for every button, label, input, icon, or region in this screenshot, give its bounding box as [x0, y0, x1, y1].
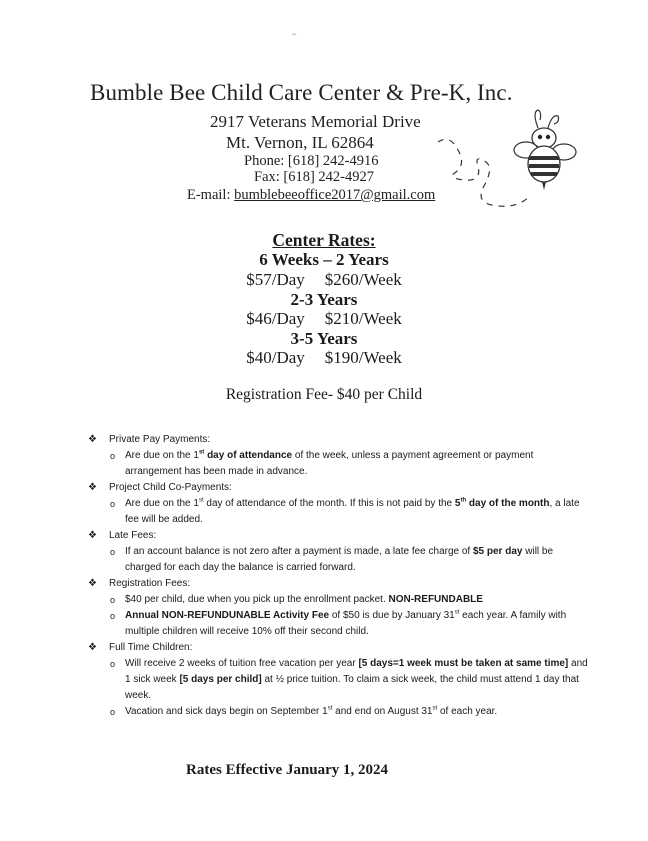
- superscript: st: [454, 609, 460, 616]
- policy-private-pay: [88, 432, 588, 448]
- policy-heading: Full Time Children:: [109, 642, 193, 653]
- policy-text: and 1 sick week: [125, 658, 588, 685]
- scan-mark: ~: [292, 30, 297, 39]
- policy-text: at ½ price tuition. To claim a sick week, the child must attend 1 day that week.: [125, 674, 579, 701]
- policy-text: , a late fee will be added.: [125, 498, 580, 525]
- policy-item: [88, 608, 588, 640]
- policy-text: of $50 is due by January 31: [329, 610, 455, 621]
- policy-item: [88, 448, 588, 480]
- policy-text: of each year.: [437, 706, 498, 717]
- circle-bullet-icon: o: [110, 595, 116, 605]
- rates-effective-date: Rates Effective January 1, 2024: [186, 762, 389, 778]
- bee-icon: [438, 106, 578, 216]
- policy-heading: Registration Fees:: [109, 578, 191, 589]
- policy-full-time: [88, 640, 588, 656]
- age-group-preschool: 3-5 Years: [290, 329, 358, 348]
- policy-item: [88, 544, 588, 576]
- email-line: [187, 187, 435, 204]
- policy-text: day of attendance of the month. If this is not paid by the: [203, 498, 455, 509]
- circle-bullet-icon: o: [110, 659, 116, 669]
- policy-text-bold: Annual NON-REFUNDUNABLE Activity Fee: [125, 610, 330, 621]
- center-rates-heading: Center Rates:: [272, 230, 376, 250]
- diamond-bullet-icon: ❖: [88, 642, 97, 653]
- age-group-infant: 6 Weeks – 2 Years: [259, 250, 389, 269]
- policy-text: Vacation and sick days begin on September 1: [125, 706, 328, 717]
- policy-text: of the week, unless a payment agreement or payment arrangement has been made in advance.: [125, 450, 534, 477]
- policy-text: Will receive 2 weeks of tuition free vacation per year: [125, 658, 359, 669]
- policy-registration-fees: [88, 576, 588, 592]
- circle-bullet-icon: o: [110, 499, 116, 509]
- policy-text: each year. A family with multiple children will receive 10% off their second child.: [125, 610, 567, 637]
- policy-text-bold: [5 days=1 week must be taken at same time]: [358, 658, 569, 669]
- diamond-bullet-icon: ❖: [88, 578, 97, 589]
- policy-text-bold: day of the month: [466, 498, 550, 509]
- policy-heading: Project Child Co-Payments:: [109, 482, 232, 493]
- policy-text-bold: NON-REFUNDABLE: [388, 594, 483, 605]
- age-group-toddler: 2-3 Years: [290, 290, 358, 309]
- phone-number: Phone: [618] 242-4916: [244, 153, 379, 169]
- rate-infant-week: $260/Week: [324, 270, 402, 289]
- policy-heading: Private Pay Payments:: [109, 434, 211, 445]
- policy-text: Are due on the 1: [125, 498, 199, 509]
- rate-infant: [0, 270, 648, 290]
- policy-text: $40 per child, due when you pick up the enrollment packet.: [125, 594, 389, 605]
- rate-toddler-day: $46/Day: [246, 309, 305, 328]
- superscript: st: [198, 449, 205, 456]
- diamond-bullet-icon: ❖: [88, 482, 97, 493]
- diamond-bullet-icon: ❖: [88, 434, 97, 445]
- superscript: st: [198, 497, 204, 504]
- policy-list: [88, 432, 588, 720]
- address-street: 2917 Veterans Memorial Drive: [210, 112, 421, 131]
- circle-bullet-icon: o: [110, 611, 116, 621]
- registration-fee-line: Registration Fee- $40 per Child: [225, 386, 423, 403]
- superscript: th: [460, 497, 467, 504]
- policy-item: [88, 496, 588, 528]
- rate-infant-day: $57/Day: [246, 270, 305, 289]
- policy-copay: [88, 480, 588, 496]
- policy-text-bold: 5: [454, 498, 461, 509]
- policy-late-fees: [88, 528, 588, 544]
- rate-toddler-week: $210/Week: [324, 309, 402, 328]
- circle-bullet-icon: o: [110, 707, 116, 717]
- email-label: E-mail:: [187, 187, 231, 203]
- rate-preschool-day: $40/Day: [246, 348, 305, 367]
- superscript: st: [327, 705, 333, 712]
- policy-text: and end on August 31: [332, 706, 433, 717]
- fax-number: Fax: [618] 242-4927: [254, 169, 375, 185]
- rate-preschool: [0, 348, 648, 368]
- policy-text: will be charged for each day the balance is carried forward.: [125, 546, 554, 573]
- center-name-title: Bumble Bee Child Care Center & Pre-K, Inc.: [90, 80, 513, 105]
- policy-text-bold: day of attendance: [204, 450, 293, 461]
- policy-text-bold: [5 days per child]: [179, 674, 262, 685]
- diamond-bullet-icon: ❖: [88, 530, 97, 541]
- policy-item: [88, 656, 588, 704]
- address-city: Mt. Vernon, IL 62864: [226, 133, 374, 152]
- policy-item: [88, 592, 588, 608]
- policy-text: Are due on the 1: [125, 450, 199, 461]
- superscript: st: [432, 705, 438, 712]
- rate-toddler: [0, 309, 648, 329]
- email-address: bumblebeeoffice2017@gmail.com: [234, 187, 436, 203]
- circle-bullet-icon: o: [110, 547, 116, 557]
- policy-heading: Late Fees:: [109, 530, 157, 541]
- policy-item: [88, 704, 588, 720]
- policy-text-bold: $5 per day: [472, 546, 523, 557]
- policy-text: If an account balance is not zero after a payment is made, a late fee charge of: [125, 546, 473, 557]
- rate-preschool-week: $190/Week: [324, 348, 402, 367]
- circle-bullet-icon: o: [110, 451, 116, 461]
